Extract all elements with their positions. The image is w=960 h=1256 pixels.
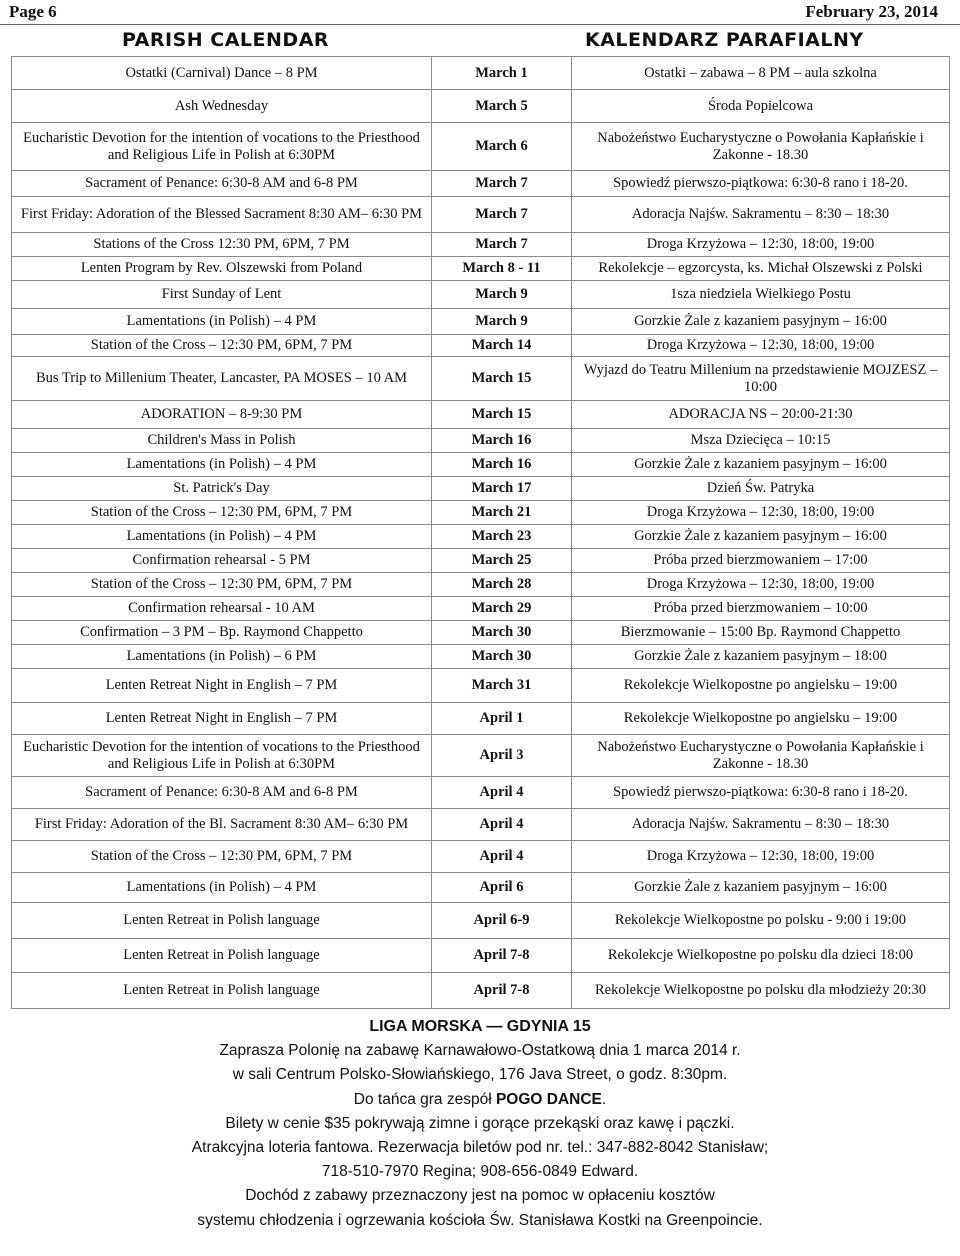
calendar-row (12, 335, 950, 357)
event-english: Lenten Retreat Night in English – 7 PM (12, 703, 432, 735)
event-polish: Wyjazd do Teatru Millenium na przedstawienie MOJZESZ – 10:00 (572, 357, 950, 401)
notice-line: Dochód z zabawy przeznaczony jest na pomoc w opłaceniu kosztów (245, 1187, 715, 1205)
event-polish: ADORACJA NS – 20:00-21:30 (572, 401, 950, 429)
event-english: First Friday: Adoration of the Bl. Sacrament 8:30 AM– 6:30 PM (12, 809, 432, 841)
notice-line: Bilety w cenie $35 pokrywają zimne i gorące przekąski oraz kawę i pączki. (225, 1114, 735, 1132)
notice-line: Zaprasza Polonię na zabawę Karnawałowo-Ostatkową dnia 1 marca 2014 r. (219, 1042, 741, 1060)
event-polish: Dzień Św. Patryka (572, 477, 950, 501)
calendar-row (12, 171, 950, 197)
event-polish: Gorzkie Żale z kazaniem pasyjnym – 16:00 (572, 525, 950, 549)
event-polish: Gorzkie Żale z kazaniem pasyjnym – 18:00 (572, 645, 950, 669)
calendar-row (12, 645, 950, 669)
event-date: March 16 (432, 429, 572, 453)
calendar-row (12, 90, 950, 123)
event-date: April 4 (432, 777, 572, 809)
event-date: March 21 (432, 501, 572, 525)
calendar-row (12, 841, 950, 873)
event-english: Lamentations (in Polish) – 4 PM (12, 453, 432, 477)
event-polish: Rekolekcje Wielkopostne po polsku dla dzieci 18:00 (572, 939, 950, 973)
event-polish: Ostatki – zabawa – 8 PM – aula szkolna (572, 57, 950, 90)
liga-morska-notice (0, 1015, 960, 1233)
event-date: March 6 (432, 123, 572, 171)
event-polish: Gorzkie Żale z kazaniem pasyjnym – 16:00 (572, 453, 950, 477)
event-polish: Droga Krzyżowa – 12:30, 18:00, 19:00 (572, 501, 950, 525)
event-date: April 7-8 (432, 973, 572, 1009)
event-polish: Droga Krzyżowa – 12:30, 18:00, 19:00 (572, 335, 950, 357)
event-english: Lenten Retreat Night in English – 7 PM (12, 669, 432, 703)
event-english: Lenten Retreat in Polish language (12, 939, 432, 973)
calendar-row (12, 233, 950, 257)
notice-band-suffix: . (601, 1090, 607, 1108)
calendar-row (12, 573, 950, 597)
event-date: March 5 (432, 90, 572, 123)
calendar-row (12, 973, 950, 1009)
parish-calendar-table (11, 56, 950, 1009)
event-english: Confirmation rehearsal - 5 PM (12, 549, 432, 573)
event-english: Confirmation rehearsal - 10 AM (12, 597, 432, 621)
event-polish: Nabożeństwo Eucharystyczne o Powołania Kapłańskie i Zakonne - 18.30 (572, 123, 950, 171)
event-english: Ostatki (Carnival) Dance – 8 PM (12, 57, 432, 90)
calendar-row (12, 903, 950, 939)
event-polish: Próba przed bierzmowaniem – 17:00 (572, 549, 950, 573)
notice-band-prefix: Do tańca gra zespół (353, 1090, 496, 1108)
event-english: Station of the Cross – 12:30 PM, 6PM, 7 PM (12, 501, 432, 525)
event-english: Sacrament of Penance: 6:30-8 AM and 6-8 PM (12, 171, 432, 197)
notice-line: 718-510-7970 Regina; 908-656-0849 Edward. (321, 1163, 639, 1181)
event-polish: Droga Krzyżowa – 12:30, 18:00, 19:00 (572, 573, 950, 597)
calendar-row (12, 669, 950, 703)
event-english: First Friday: Adoration of the Blessed Sacrament 8:30 AM– 6:30 PM (12, 197, 432, 233)
calendar-title-english: PARISH CALENDAR (122, 29, 330, 51)
event-polish: Rekolekcje Wielkopostne po polsku - 9:00 i 19:00 (572, 903, 950, 939)
event-date: March 14 (432, 335, 572, 357)
event-english: Eucharistic Devotion for the intention of vocations to the Priesthood and Religious Life in Polish at 6:30PM (12, 123, 432, 171)
event-english: Bus Trip to Millenium Theater, Lancaster, PA MOSES – 10 AM (12, 357, 432, 401)
event-date: March 1 (432, 57, 572, 90)
calendar-row (12, 549, 950, 573)
event-date: March 15 (432, 401, 572, 429)
event-date: April 1 (432, 703, 572, 735)
event-polish: Msza Dziecięca – 10:15 (572, 429, 950, 453)
event-polish: Droga Krzyżowa – 12:30, 18:00, 19:00 (572, 233, 950, 257)
event-english: St. Patrick's Day (12, 477, 432, 501)
event-english: Lenten Retreat in Polish language (12, 903, 432, 939)
event-english: Stations of the Cross 12:30 PM, 6PM, 7 PM (12, 233, 432, 257)
event-english: Station of the Cross – 12:30 PM, 6PM, 7 PM (12, 573, 432, 597)
calendar-row (12, 429, 950, 453)
event-date: March 8 - 11 (432, 257, 572, 281)
event-polish: Bierzmowanie – 15:00 Bp. Raymond Chappetto (572, 621, 950, 645)
notice-heading: LIGA MORSKA — GDYNIA 15 (369, 1018, 591, 1035)
event-polish: Rekolekcje – egzorcysta, ks. Michał Olszewski z Polski (572, 257, 950, 281)
calendar-row (12, 477, 950, 501)
calendar-row (12, 873, 950, 903)
event-date: March 7 (432, 197, 572, 233)
event-date: March 15 (432, 357, 572, 401)
issue-date: February 23, 2014 (805, 2, 938, 21)
calendar-row (12, 257, 950, 281)
notice-line: systemu chłodzenia i ogrzewania kościoła Św. Stanisława Kostki na Greenpoincie. (197, 1211, 763, 1229)
calendar-row (12, 123, 950, 171)
event-date: April 7-8 (432, 939, 572, 973)
event-english: ADORATION – 8-9:30 PM (12, 401, 432, 429)
event-date: March 7 (432, 171, 572, 197)
event-polish: Adoracja Najśw. Sakramentu – 8:30 – 18:30 (572, 809, 950, 841)
calendar-row (12, 621, 950, 645)
event-date: March 31 (432, 669, 572, 703)
event-english: Sacrament of Penance: 6:30-8 AM and 6-8 PM (12, 777, 432, 809)
event-date: March 23 (432, 525, 572, 549)
page-header (0, 0, 960, 25)
event-english: First Sunday of Lent (12, 281, 432, 309)
event-english: Station of the Cross – 12:30 PM, 6PM, 7 PM (12, 841, 432, 873)
notice-line: Atrakcyjna loteria fantowa. Rezerwacja biletów pod nr. tel.: 347-882-8042 Stanisław; (191, 1138, 769, 1156)
event-date: March 9 (432, 309, 572, 335)
event-polish: Spowiedź pierwszo-piątkowa: 6:30-8 rano i 18-20. (572, 777, 950, 809)
event-polish: Gorzkie Żale z kazaniem pasyjnym – 16:00 (572, 873, 950, 903)
calendar-body (12, 57, 950, 1009)
event-polish: 1sza niedziela Wielkiego Postu (572, 281, 950, 309)
event-polish: Próba przed bierzmowaniem – 10:00 (572, 597, 950, 621)
calendar-row (12, 309, 950, 335)
event-english: Lamentations (in Polish) – 4 PM (12, 873, 432, 903)
event-polish: Nabożeństwo Eucharystyczne o Powołania Kapłańskie i Zakonne - 18.30 (572, 735, 950, 777)
event-polish: Rekolekcje Wielkopostne po polsku dla młodzieży 20:30 (572, 973, 950, 1009)
notice-line: w sali Centrum Polsko-Słowiańskiego, 176 Java Street, o godz. 8:30pm. (232, 1066, 728, 1084)
event-date: April 4 (432, 841, 572, 873)
event-date: April 6-9 (432, 903, 572, 939)
event-english: Lamentations (in Polish) – 4 PM (12, 309, 432, 335)
event-english: Children's Mass in Polish (12, 429, 432, 453)
calendar-row (12, 703, 950, 735)
calendar-row (12, 501, 950, 525)
calendar-titles (0, 29, 960, 55)
notice-band-name: POGO DANCE (495, 1090, 602, 1108)
calendar-row (12, 597, 950, 621)
event-english: Station of the Cross – 12:30 PM, 6PM, 7 PM (12, 335, 432, 357)
event-english: Confirmation – 3 PM – Bp. Raymond Chappetto (12, 621, 432, 645)
notice-line (0, 1088, 960, 1112)
event-polish: Rekolekcje Wielkopostne po angielsku – 19:00 (572, 669, 950, 703)
event-english: Lenten Program by Rev. Olszewski from Poland (12, 257, 432, 281)
event-english: Ash Wednesday (12, 90, 432, 123)
calendar-row (12, 57, 950, 90)
event-polish: Spowiedź pierwszo-piątkowa: 6:30-8 rano i 18-20. (572, 171, 950, 197)
event-polish: Droga Krzyżowa – 12:30, 18:00, 19:00 (572, 841, 950, 873)
event-date: April 3 (432, 735, 572, 777)
event-date: March 30 (432, 645, 572, 669)
event-date: March 9 (432, 281, 572, 309)
calendar-row (12, 357, 950, 401)
event-english: Lamentations (in Polish) – 6 PM (12, 645, 432, 669)
event-date: April 6 (432, 873, 572, 903)
calendar-row (12, 197, 950, 233)
event-english: Lenten Retreat in Polish language (12, 973, 432, 1009)
event-date: March 25 (432, 549, 572, 573)
event-polish: Rekolekcje Wielkopostne po angielsku – 19:00 (572, 703, 950, 735)
event-date: March 29 (432, 597, 572, 621)
event-date: April 4 (432, 809, 572, 841)
event-english: Lamentations (in Polish) – 4 PM (12, 525, 432, 549)
calendar-title-polish: KALENDARZ PARAFIALNY (585, 29, 864, 51)
calendar-row (12, 453, 950, 477)
calendar-row (12, 735, 950, 777)
event-polish: Środa Popielcowa (572, 90, 950, 123)
event-date: March 28 (432, 573, 572, 597)
calendar-row (12, 777, 950, 809)
event-english: Eucharistic Devotion for the intention of vocations to the Priesthood and Religious Life in Polish at 6:30PM (12, 735, 432, 777)
calendar-row (12, 939, 950, 973)
calendar-row (12, 281, 950, 309)
calendar-row (12, 525, 950, 549)
event-date: March 16 (432, 453, 572, 477)
page-number: Page 6 (9, 2, 57, 21)
event-polish: Adoracja Najśw. Sakramentu – 8:30 – 18:30 (572, 197, 950, 233)
event-date: March 30 (432, 621, 572, 645)
calendar-row (12, 401, 950, 429)
event-date: March 17 (432, 477, 572, 501)
calendar-row (12, 809, 950, 841)
event-date: March 7 (432, 233, 572, 257)
event-polish: Gorzkie Żale z kazaniem pasyjnym – 16:00 (572, 309, 950, 335)
